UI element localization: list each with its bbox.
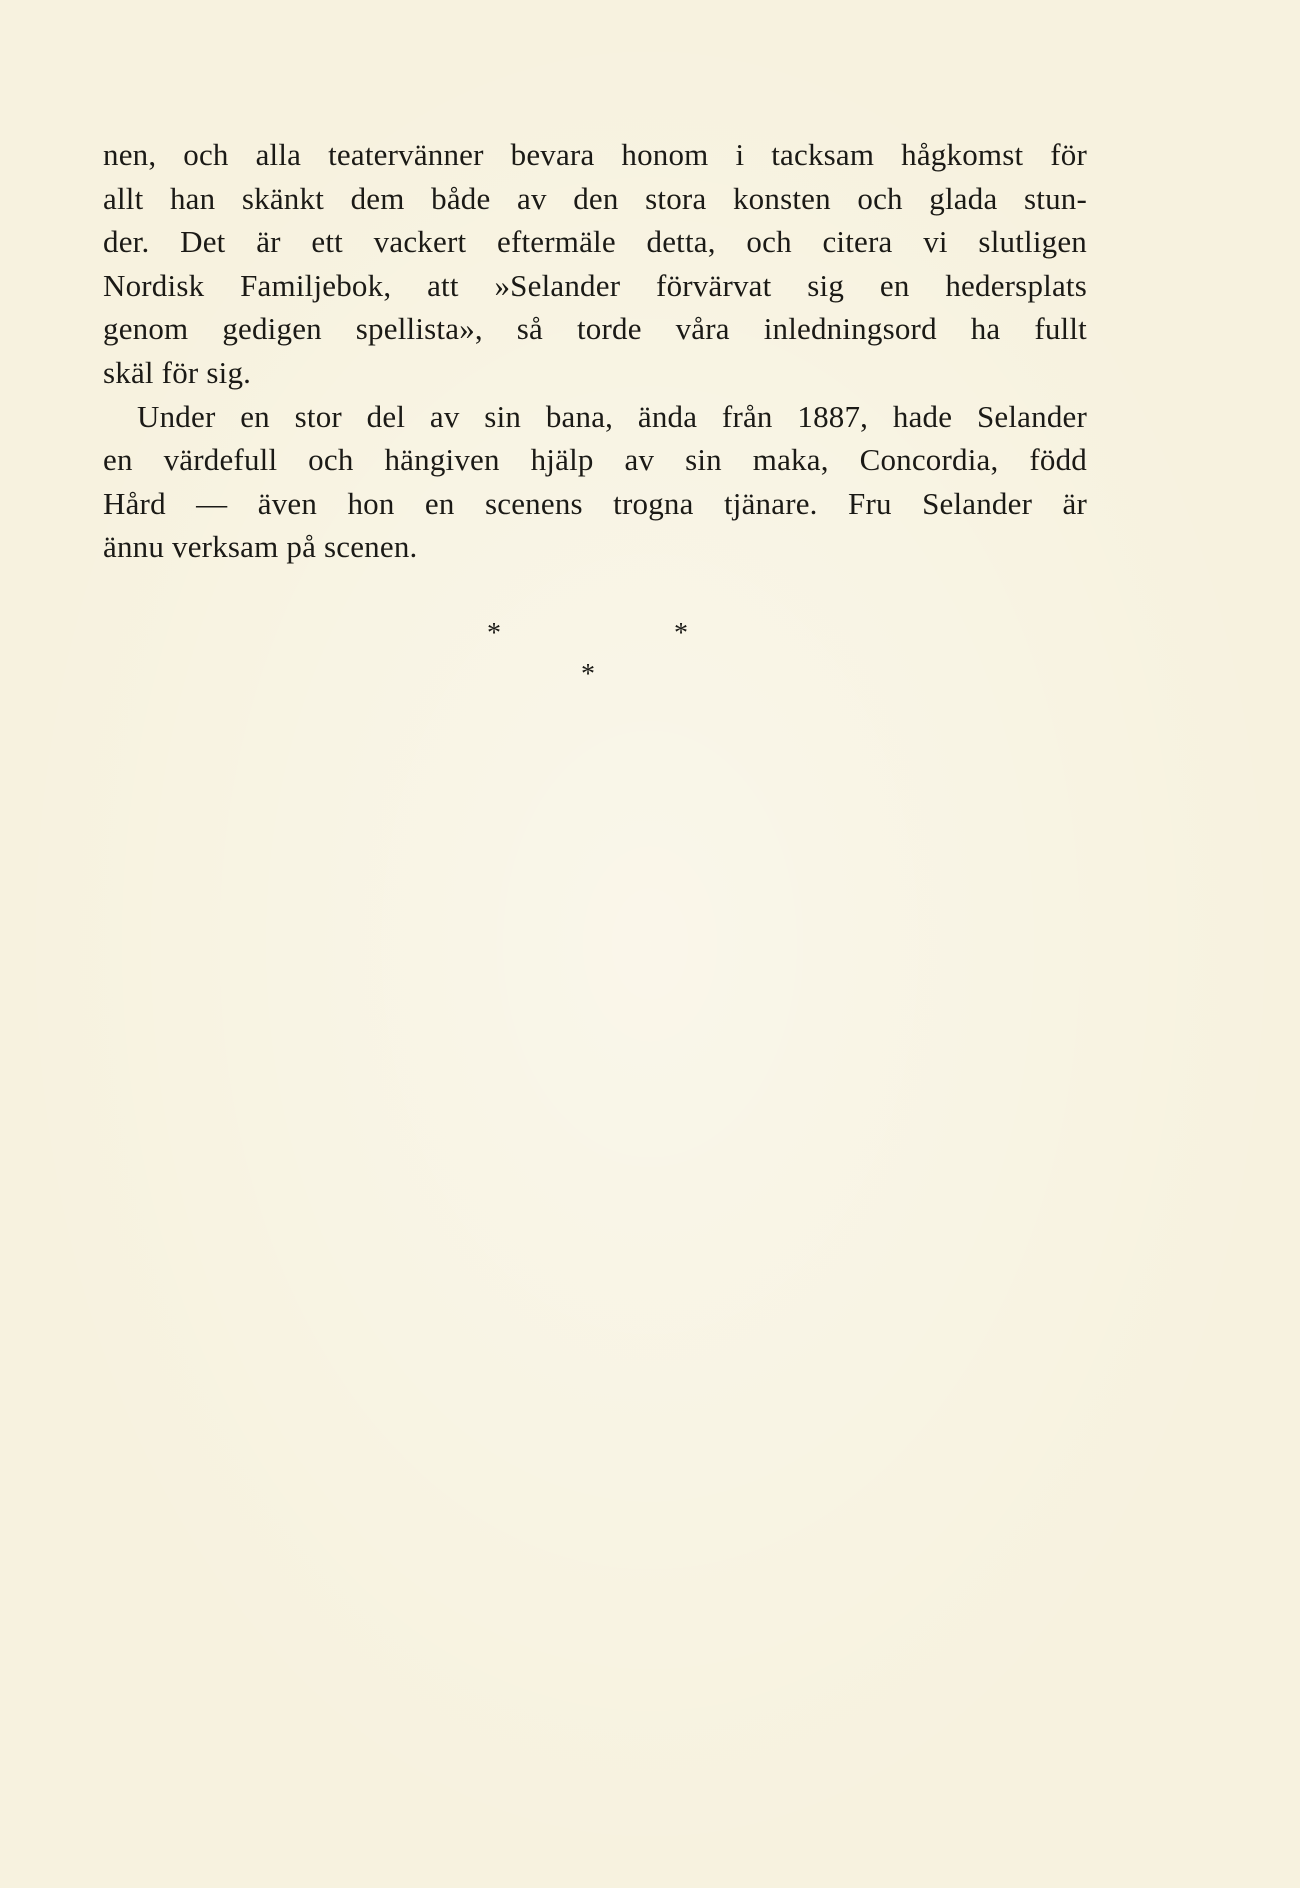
paragraph-2 (103, 395, 1087, 569)
text-line: allt han skänkt dem både av den stora konsten och glada stun- (103, 180, 1087, 216)
asterisk-bottom: * (581, 659, 595, 690)
text-line: ännu verksam på scenen. (103, 529, 418, 565)
asterisk-right: * (674, 618, 688, 649)
text-line: Nordisk Familjebok, att »Selander förvärvat sig en hedersplats (103, 267, 1087, 303)
paragraph-1 (103, 133, 1087, 395)
text-line: genom gedigen spellista», så torde våra inledningsord ha fullt (103, 311, 1087, 347)
asterism-divider (0, 610, 1300, 690)
text-line: der. Det är ett vackert eftermäle detta, och citera vi slutligen (103, 224, 1087, 260)
body-text (103, 133, 1087, 569)
asterisk-left: * (487, 618, 501, 649)
text-line: Under en stor del av sin bana, ända från 1887, hade Selander (137, 398, 1087, 434)
text-line: nen, och alla teatervänner bevara honom i tacksam hågkomst för (103, 137, 1087, 172)
text-line: en värdefull och hängiven hjälp av sin maka, Concordia, född (103, 442, 1087, 478)
text-line: skäl för sig. (103, 354, 252, 390)
text-line: Hård — även hon en scenens trogna tjänare. Fru Selander är (103, 485, 1087, 521)
